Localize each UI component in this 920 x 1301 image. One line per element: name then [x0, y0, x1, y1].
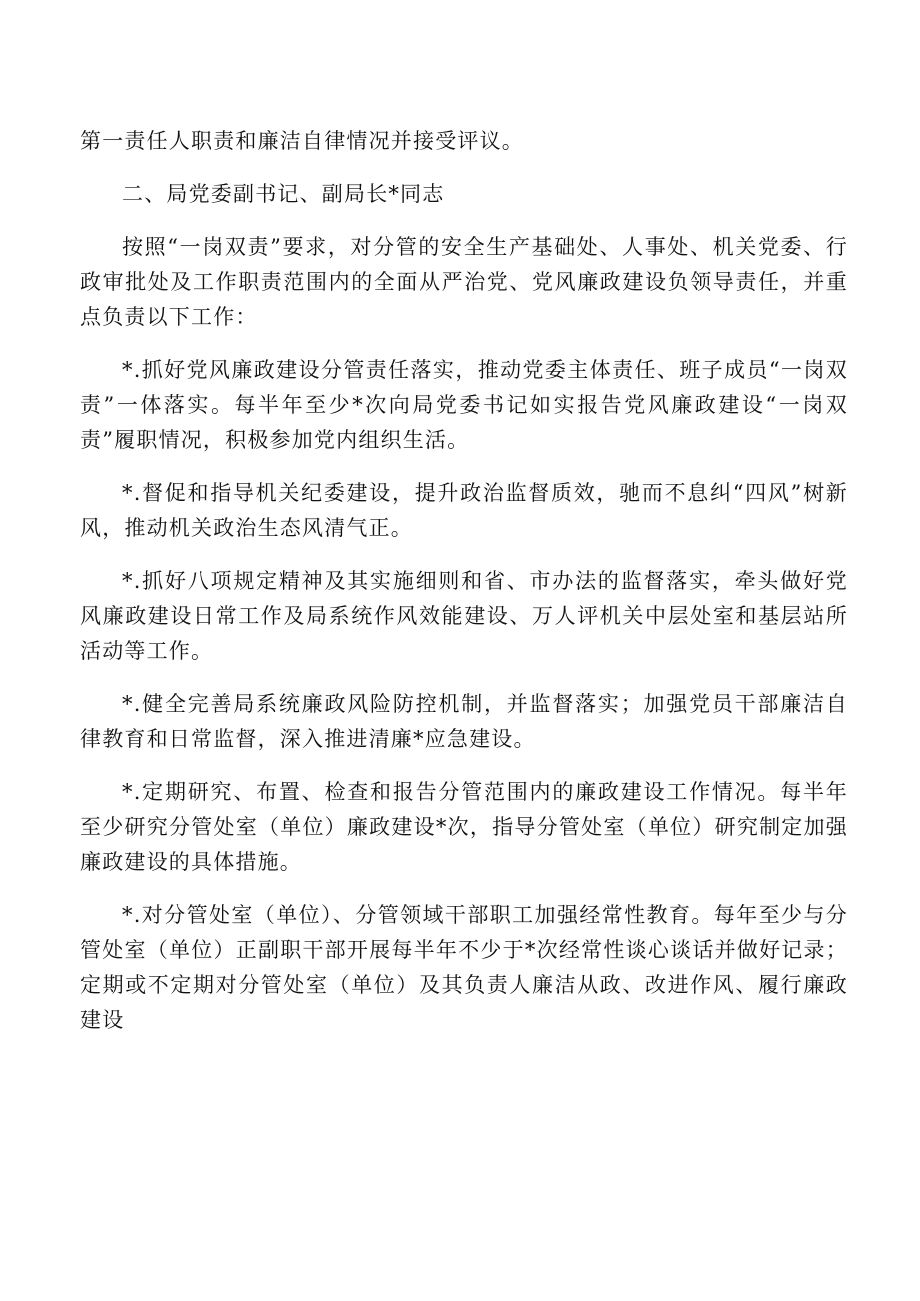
paragraph-item-2: *.督促和指导机关纪委建设，提升政治监督质效，驰而不息纠“四风”树新风，推动机关政治生态风清气正。 — [80, 481, 848, 540]
paragraph-item-6: *.对分管处室（单位）、分管领域干部职工加强经常性教育。每年至少与分管处室（单位）正副职干部开展每半年不少于*次经常性谈心谈话并做好记录；定期或不定期对分管处室（单位）及其负责人廉洁从政、改进作风、履行廉政建设 — [80, 903, 848, 1032]
section-heading: 二、局党委副书记、副局长*同志 — [122, 182, 445, 206]
paragraph-intro: 按照“一岗双责”要求，对分管的安全生产基础处、人事处、机关党委、行政审批处及工作职责范围内的全面从严治党、党风廉政建设负领导责任，并重点负责以下工作： — [80, 235, 848, 329]
paragraph-item-1: *.抓好党风廉政建设分管责任落实，推动党委主体责任、班子成员“一岗双责”一体落实。每半年至少*次向局党委书记如实报告党风廉政建设“一岗双责”履职情况，积极参加党内组织生活。 — [80, 358, 848, 452]
document-body — [80, 124, 848, 1056]
paragraph-item-3: *.抓好八项规定精神及其实施细则和省、市办法的监督落实，牵头做好党风廉政建设日常工作及局系统作风效能建设、万人评机关中层处室和基层站所活动等工作。 — [80, 569, 848, 663]
paragraph-item-5: *.定期研究、布置、检查和报告分管范围内的廉政建设工作情况。每半年至少研究分管处室（单位）廉政建设*次，指导分管处室（单位）研究制定加强廉政建设的具体措施。 — [80, 780, 848, 874]
paragraph-continuation: 第一责任人职责和廉洁自律情况并接受评议。 — [80, 129, 524, 153]
paragraph-item-4: *.健全完善局系统廉政风险防控机制，并监督落实；加强党员干部廉洁自律教育和日常监督，深入推进清廉*应急建设。 — [80, 692, 848, 751]
